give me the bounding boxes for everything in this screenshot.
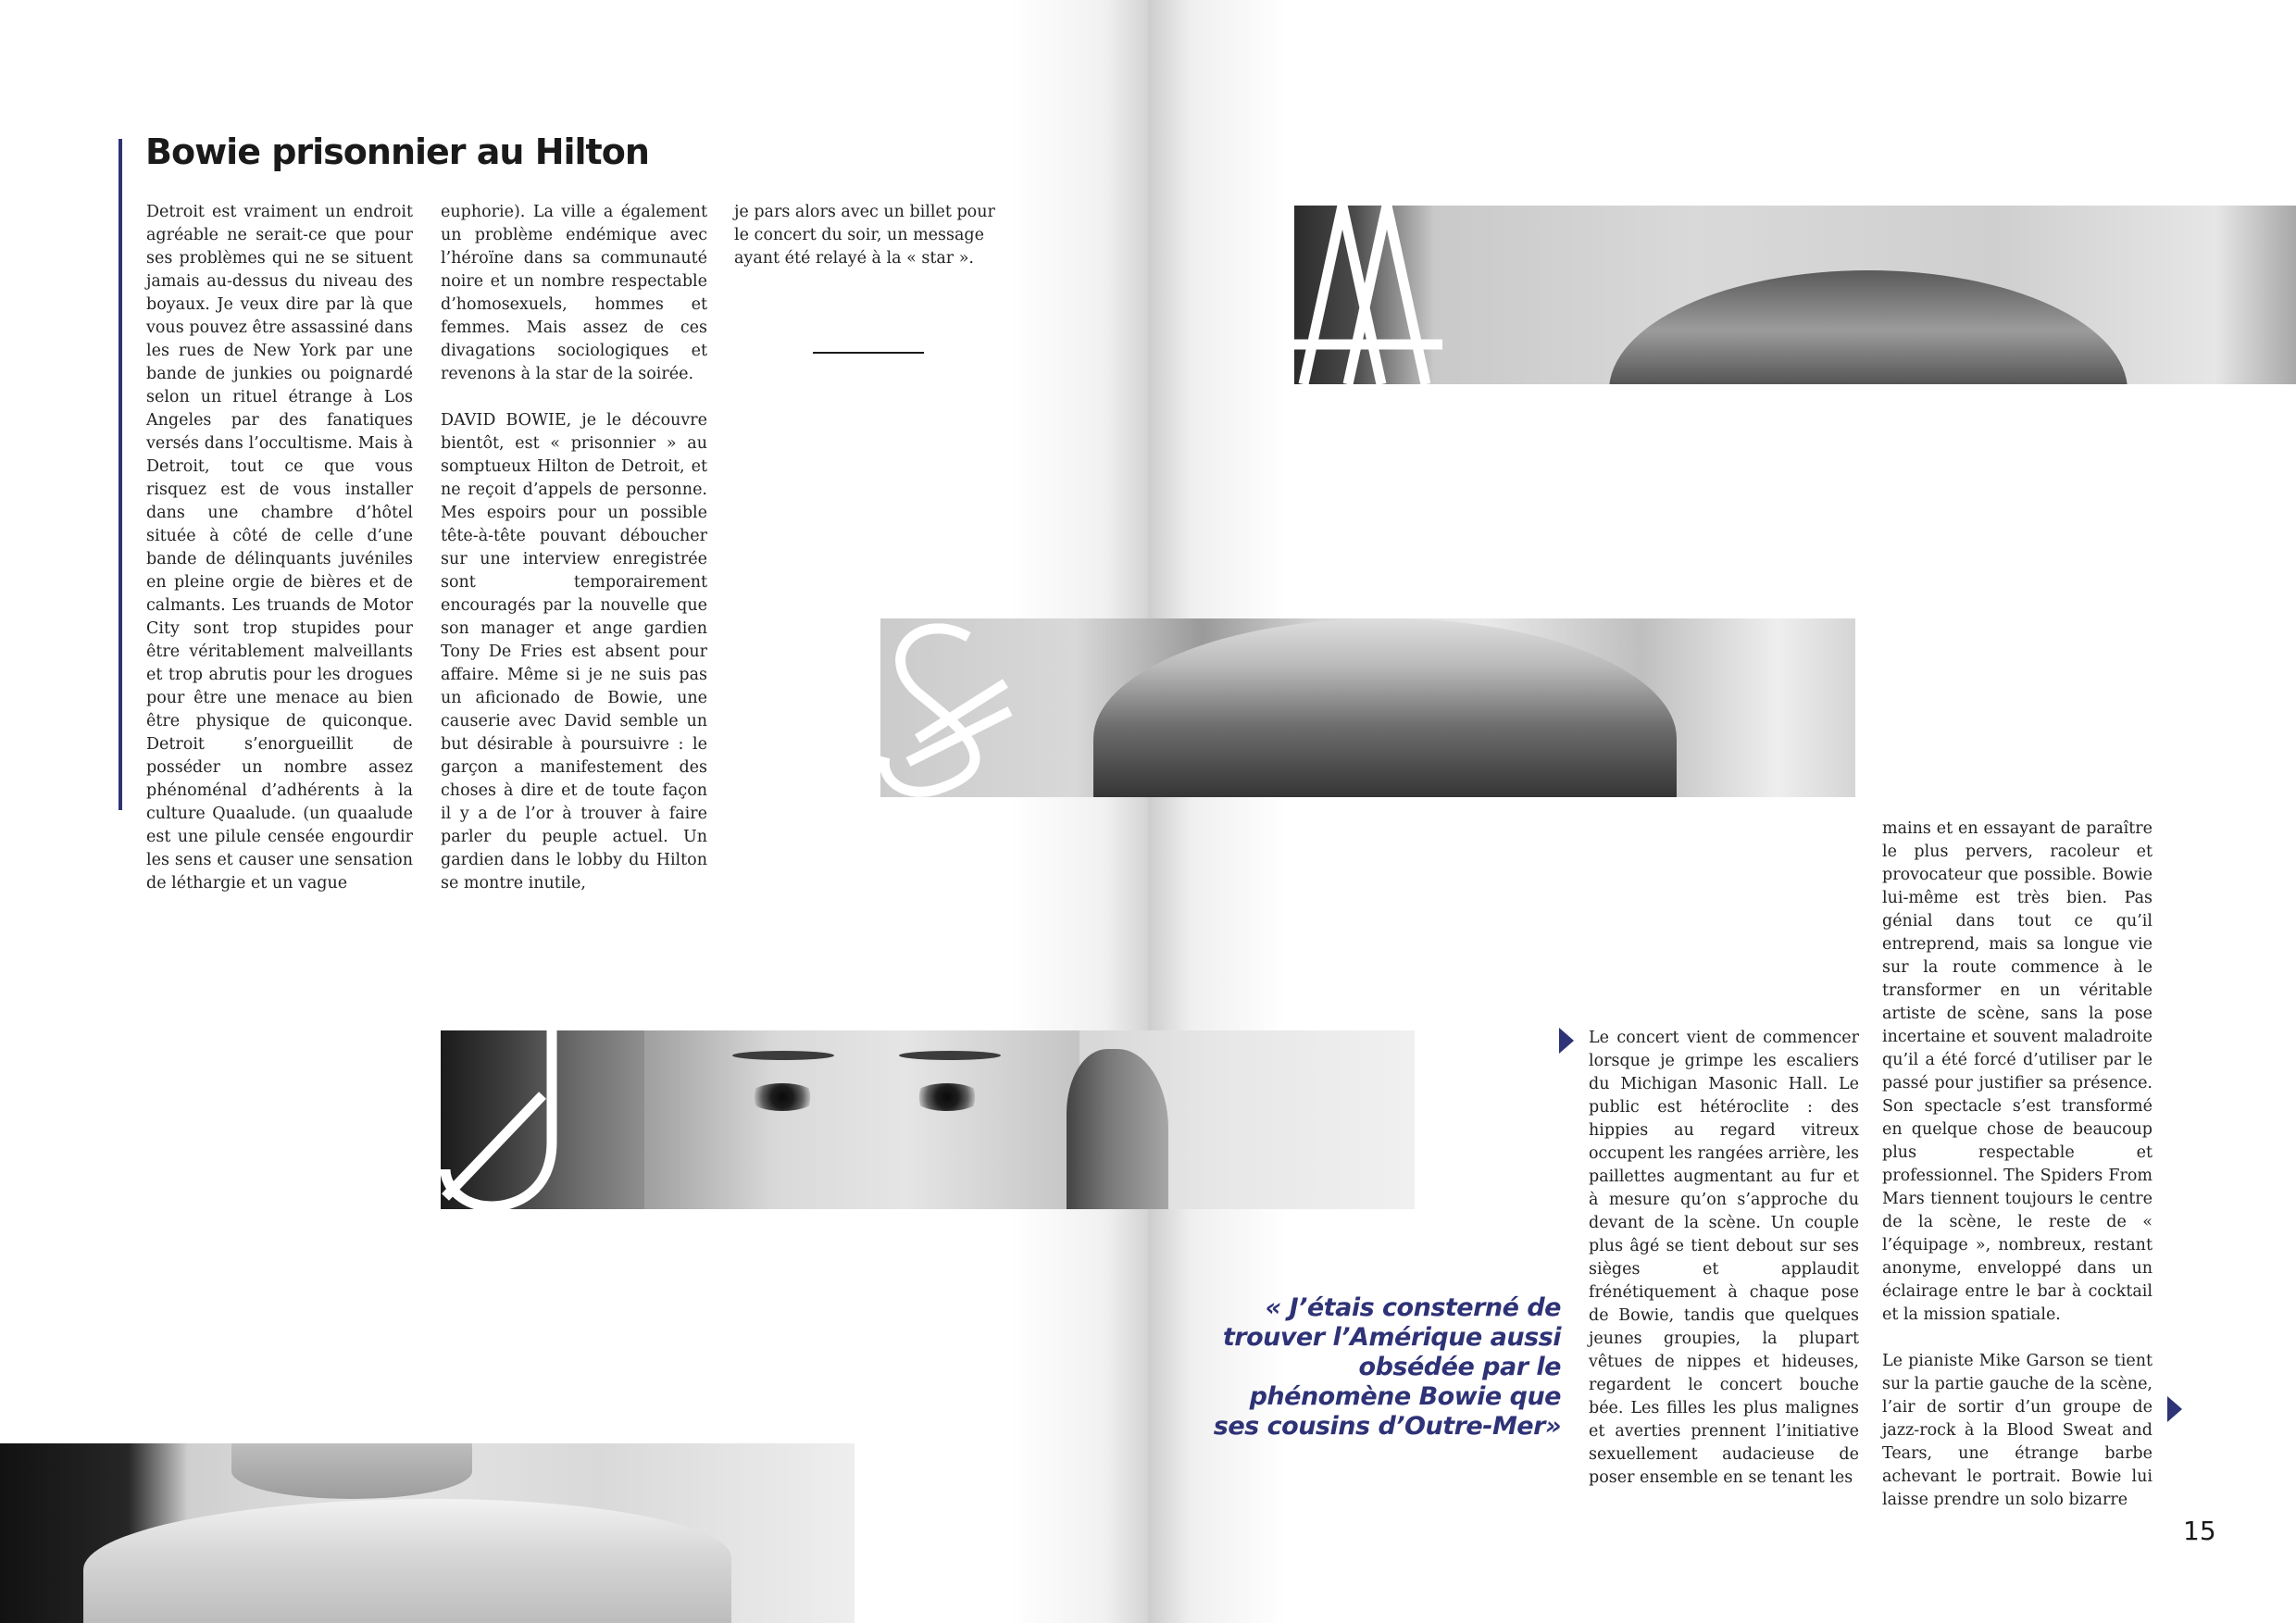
paragraph: mains et en essayant de paraître le plus pervers, racoleur et provocateur que possible. Bowie lui-même est très bien. Pas génial dans tout ce qu’il entreprend, mais sa longue vie sur la route commence à le transformer en un véritable artiste de scène, sans la pose incertaine et souvent maladroite qu’il a été forcé d’utiliser par le passé pour justifier sa présence. Son spectacle s’est transformé en quelque chose de beaucoup plus respectable et professionnel. The Spiders From Mars tiennent toujours le centre de la scène, le reste de « l’équipage », nombreux, restant anonyme, enveloppé dans un éclairage entre le bar à cocktail et la mission spatiale.: [1882, 819, 2152, 1324]
paragraph: DAVID BOWIE, je le découvre bientôt, est « prisonnier » au somptueux Hilton de Detroit, et ne reçoit d’appels de personne. Mes espoirs pour un possible tête-à-tête pouvant déboucher sur une interview enregistrée sont temporairement encouragés par la nouvelle que son manager et ange gardien Tony De Fries est absent pour affaire. Même si je ne suis pas un aficionado de Bowie, une causerie avec David semble un but désirable à poursuivre : le garçon a manifestement des choses à dire et de toute façon il y a de l’or à trouver à faire parler du peuple actuel. Un gardien dans le lobby du Hilton se montre inutile,: [441, 411, 707, 893]
paragraph: Le pianiste Mike Garson se tient sur la partie gauche de la scène, l’air de sortir d’un groupe de jazz-rock à la Blood Sweat and Tears, une étrange barbe achevant le portrait. Bowie lui laisse prendre un solo bizarre: [1882, 1352, 2152, 1509]
photo-face: [644, 1030, 1079, 1209]
arrow-marker-icon: [2167, 1396, 2182, 1422]
text-column-1: [146, 201, 413, 895]
photo-brow: [732, 1051, 834, 1060]
letter-a-glyph-icon: [1294, 206, 1470, 384]
photo-brow: [899, 1051, 1001, 1060]
photo-arm: [83, 1499, 731, 1623]
paragraph: je pars alors avec un billet pour le concert du soir, un message ayant été relayé à la « star ».: [734, 203, 995, 268]
text-column-5: [1882, 818, 2152, 1512]
arrow-marker-icon: [1559, 1028, 1574, 1054]
photo-strip-eyes: [441, 1030, 1415, 1209]
photo-hair-shape: [1609, 270, 2128, 384]
photo-strip-arm: [0, 1443, 855, 1623]
photo-eye: [748, 1083, 817, 1111]
photo-strip-hair-middle: [880, 618, 1855, 797]
paragraph: Le concert vient de commencer lorsque je grimpe les escaliers du Michigan Masonic Hall. Le public est hétéroclite : des hippies au regard vitreux occupent les rangées arrière, les paillettes augmentant au fur et à mesure qu’on s’approche du devant de la scène. Un couple plus âgé se tient debout sur ses sièges et applaudit frénétiquement à chaque pose de Bowie, tandis que quelques jeunes groupies, la plupart vêtues de nippes et hideuses, regardent le concert bouche bée. Les filles les plus malignes et averties prennent l’initiative sexuellement audacieuse de poser ensemble en se tenant les: [1589, 1029, 1859, 1487]
text-column-2: [441, 201, 707, 895]
photo-ear: [1067, 1049, 1168, 1209]
section-divider: [813, 352, 924, 354]
photo-chin: [231, 1443, 472, 1499]
photo-hair-shape: [1093, 618, 1677, 797]
paragraph: Detroit est vraiment un endroit agréable ne serait-ce que pour ses problèmes qui ne se situent jamais au-dessus du niveau des boyaux. Je veux dire par là que vous pouvez être assassiné dans les rues de New York par une bande de junkies ou poignardé selon un rituel étrange à Los Angeles par des fanatiques versés dans l’occultisme. Mais à Detroit, tout ce que vous risquez est de vous installer dans une chambre d’hôtel située à côté de celle d’une bande de délinquants juvéniles en pleine orgie de bières et de calmants. Les truands de Motor City sont trop stupides pour être véritablement malveillants et trop abrutis pour les drogues pour être une menace au bien être physique de quiconque. Detroit s’enorgueillit de posséder un nombre assez phénoménal d’adhérents à la culture Quaalude. (un quaalude est une pilule censée engourdir les sens et causer une sensation de léthargie et un vague: [146, 203, 413, 893]
paragraph: euphorie). La ville a également un problème endémique avec l’héroïne dans sa communauté noire et un nombre respectable d’homosexuels, hommes et femmes. Mais assez de ces divagations sociologiques et revenons à la star de la soirée.: [441, 203, 707, 383]
pull-quote: « J’étais consterné de trouver l’Amérique aussi obsédée par le phénomène Bowie que ses cousins d’Outre-Mer»: [1213, 1293, 1561, 1441]
text-column-3: [734, 201, 1001, 270]
photo-strip-hair-top: [1294, 206, 2296, 384]
letter-s-glyph-icon: [880, 618, 1019, 797]
page-gutter: [1106, 0, 1190, 1623]
title-accent-bar: [119, 139, 122, 810]
letter-u-glyph-icon: [441, 1030, 570, 1209]
photo-eye: [913, 1083, 981, 1111]
page-number: 15: [2183, 1516, 2216, 1546]
text-column-4: [1589, 1027, 1859, 1490]
article-title: Bowie prisonnier au Hilton: [145, 131, 649, 172]
